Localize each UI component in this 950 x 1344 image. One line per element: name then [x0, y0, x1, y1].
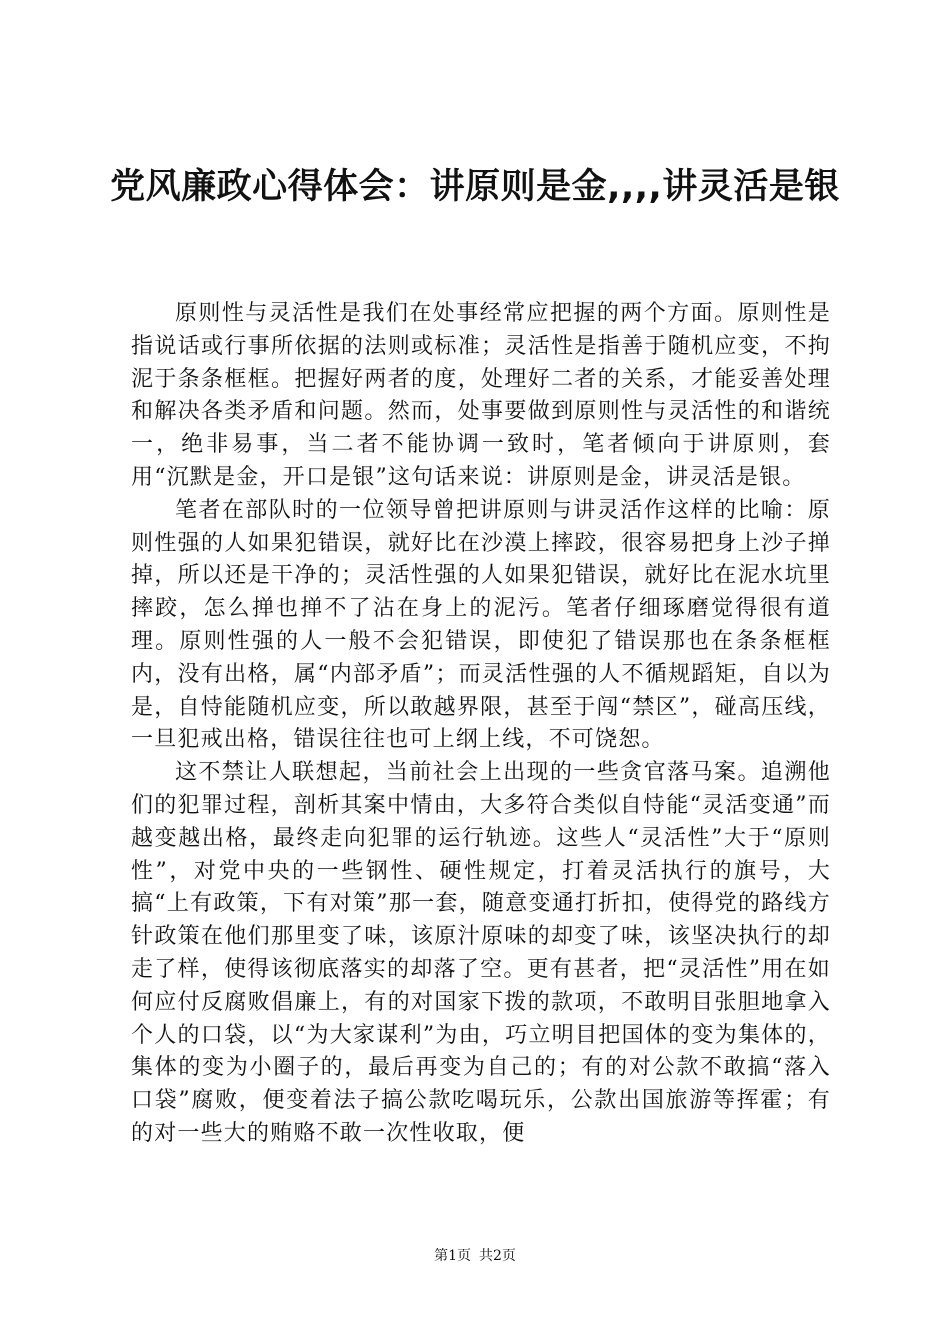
page-footer	[0, 1246, 950, 1266]
document-body	[131, 298, 831, 1151]
paragraph: 这不禁让人联想起，当前社会上出现的一些贪官落马案。追溯他们的犯罪过程，剖析其案中情由，大多符合类似自恃能“灵活变通”而越变越出格，最终走向犯罪的运行轨迹。这些人“灵活性”大于“原则性”，对党中央的一些钢性、硬性规定，打着灵活执行的旗号，大搞“上有政策，下有对策”那一套，随意变通打折扣，使得党的路线方针政策在他们那里变了味，该原汁原味的却变了味，该坚决执行的却走了样，使得该彻底落实的却落了空。更有甚者，把“灵活性”用在如何应付反腐败倡廉上，有的对国家下拨的款项，不敢明目张胆地拿入个人的口袋，以“为大家谋利”为由，巧立明目把国体的变为集体的，集体的变为小圈子的，最后再变为自己的；有的对公款不敢搞“落入口袋”腐败，便变着法子搞公款吃喝玩乐，公款出国旅游等挥霍；有的对一些大的贿赂不敢一次性收取，便	[131, 760, 831, 1146]
paragraph: 笔者在部队时的一位领导曾把讲原则与讲灵活作这样的比喻：原则性强的人如果犯错误，就好比在沙漠上摔跤，很容易把身上沙子掸掉，所以还是干净的；灵活性强的人如果犯错误，就好比在泥水坑里摔跤，怎么掸也掸不了沾在身上的泥污。笔者仔细琢磨觉得很有道理。原则性强的人一般不会犯错误，即使犯了错误那也在条条框框内，没有出格，属“内部矛盾”；而灵活性强的人不循规蹈矩，自以为是，自恃能随机应变，所以敢越界限，甚至于闯“禁区”，碰高压线，一旦犯戒出格，错误往往也可上纲上线，不可饶恕。	[131, 497, 831, 753]
document-title: 党风廉政心得体会：讲原则是金,,,,讲灵活是银	[110, 167, 840, 207]
paragraph: 原则性与灵活性是我们在处事经常应把握的两个方面。原则性是指说话或行事所依据的法则或标准；灵活性是指善于随机应变，不拘泥于条条框框。把握好两者的度，处理好二者的关系，才能妥善处理和解决各类矛盾和问题。然而，处事要做到原则性与灵活性的和谐统一，绝非易事，当二者不能协调一致时，笔者倾向于讲原则，套用“沉默是金，开口是银”这句话来说：讲原则是金，讲灵活是银。	[131, 301, 831, 490]
page-number: 第1页	[434, 1248, 471, 1264]
page-count: 共2页	[479, 1248, 516, 1264]
